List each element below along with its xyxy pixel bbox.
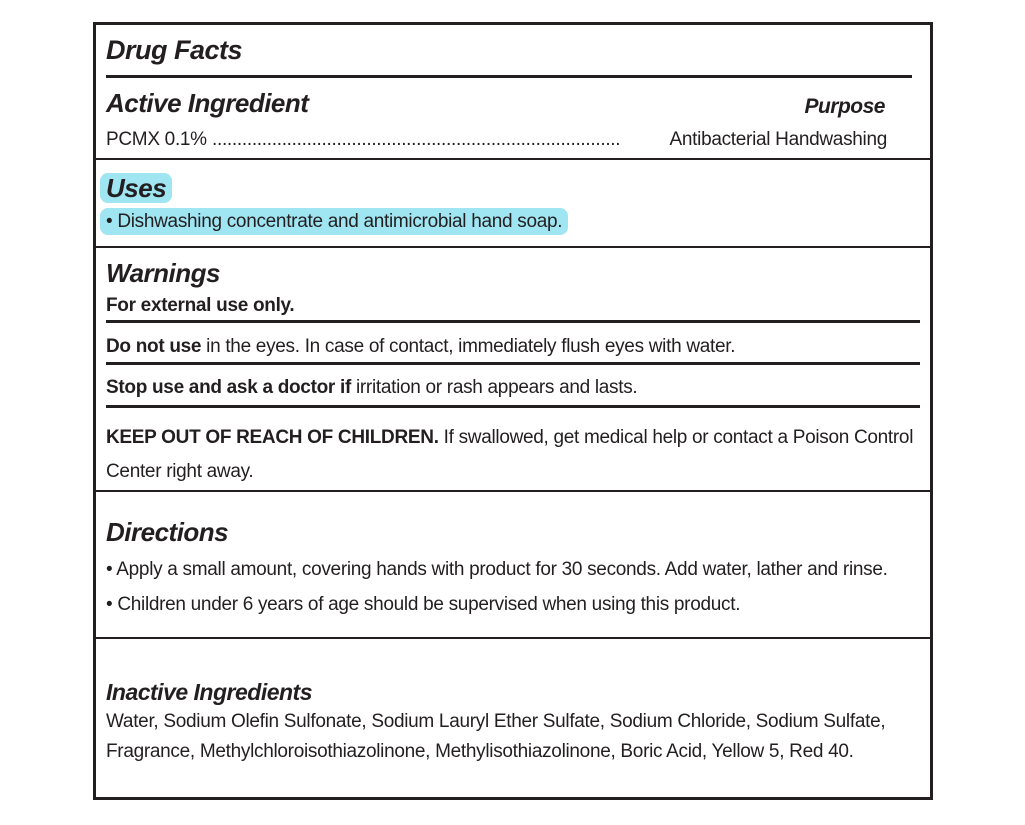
- dot-leader: ..................................................................................: [212, 129, 621, 150]
- stop-use-text: irritation or rash appears and lasts.: [350, 377, 638, 398]
- warnings-rule-2: [106, 362, 920, 365]
- stop-use-label: Stop use and ask a doctor if: [106, 377, 351, 398]
- warnings-rule-1: [106, 320, 920, 323]
- directions-item-1: • Apply a small amount, covering hands with product for 30 seconds. Add water, lather and rinse.: [106, 559, 888, 580]
- keep-out-line-1: [106, 427, 913, 449]
- uses-rule: [96, 246, 930, 248]
- directions-rule: [96, 637, 930, 639]
- keep-out-line-2: Center right away.: [106, 461, 254, 482]
- inactive-ingredients-heading: Inactive Ingredients: [106, 679, 313, 705]
- keep-out-text: If swallowed, get medical help or contact a Poison Control: [438, 427, 914, 448]
- uses-item: [106, 211, 568, 233]
- directions-heading: Directions: [106, 517, 229, 547]
- active-rule: [96, 158, 930, 160]
- warnings-rule-3: [106, 405, 920, 408]
- inactive-ingredients-line-1: Water, Sodium Olefin Sulfonate, Sodium Lauryl Ether Sulfate, Sodium Chloride, Sodium Sulfate,: [106, 711, 886, 732]
- active-ingredient-purpose: Antibacterial Handwashing: [669, 129, 887, 150]
- active-ingredient-name: PCMX 0.1%: [106, 129, 207, 150]
- do-not-use-text: in the eyes. In case of contact, immediately flush eyes with water.: [201, 336, 736, 357]
- do-not-use-label: Do not use: [106, 336, 202, 357]
- uses-heading: [106, 173, 172, 204]
- warnings-heading: Warnings: [106, 258, 220, 288]
- drug-facts-title: Drug Facts: [106, 35, 243, 65]
- external-use-text: For external use only.: [106, 295, 295, 316]
- keep-out-label: KEEP OUT OF REACH OF CHILDREN.: [106, 427, 439, 448]
- do-not-use-line: [106, 336, 735, 358]
- directions-item-2: • Children under 6 years of age should be supervised when using this product.: [106, 594, 741, 615]
- uses-heading-text: Uses: [100, 173, 172, 203]
- active-ingredient-heading: Active Ingredient: [106, 88, 309, 118]
- drug-facts-panel: [93, 22, 933, 800]
- warnings-rule-4: [96, 490, 930, 492]
- purpose-heading: Purpose: [804, 95, 885, 118]
- uses-item-text: • Dishwashing concentrate and antimicrobial hand soap.: [100, 208, 568, 235]
- inactive-ingredients-line-2: Fragrance, Methylchloroisothiazolinone, Methylisothiazolinone, Boric Acid, Yellow 5, Red 40.: [106, 741, 854, 762]
- stop-use-line: [106, 377, 637, 399]
- title-rule: [106, 75, 912, 78]
